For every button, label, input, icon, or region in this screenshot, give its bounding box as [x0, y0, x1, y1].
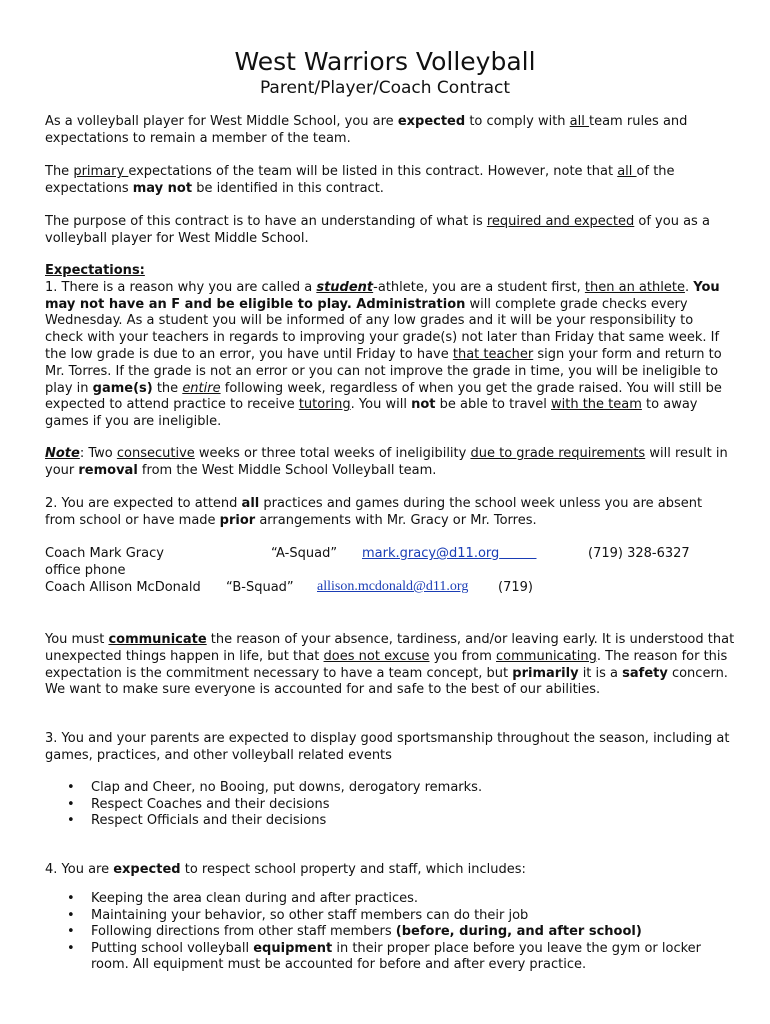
coach-gracy-phone: (719) 328-6327	[588, 546, 690, 561]
coach-gracy-email-link[interactable]: mark.gracy@d11.org	[362, 546, 500, 561]
list-item: • Keeping the area clean during and after practices.	[67, 891, 419, 906]
intro-paragraph: As a volleyball player for West Middle School, you are expected to comply with all team rules and expectations to remain a member of the team.	[45, 114, 688, 146]
office-phone-label: office phone	[45, 563, 126, 578]
property-paragraph: 4. You are expected to respect school property and staff, which includes:	[45, 862, 526, 877]
note-label: Note	[45, 446, 80, 461]
document-title: West Warriors Volleyball	[234, 47, 536, 76]
ineligibility-note: Note: Two consecutive weeks or three total weeks of ineligibility due to grade requirements will result in your removal from the West Middle School Volleyball team.	[45, 446, 728, 478]
list-item: • Respect Officials and their decisions	[67, 813, 327, 829]
sportsmanship-bullet-list	[45, 780, 735, 830]
bullet-icon: •	[67, 940, 75, 956]
coach-gracy-squad: “A-Squad”	[271, 546, 338, 561]
coach-mcdonald-name: Coach Allison McDonald	[45, 580, 201, 595]
list-item: • Clap and Cheer, no Booing, put downs, derogatory remarks.	[67, 780, 483, 795]
coach-gracy-name: Coach Mark Gracy	[45, 546, 164, 561]
bullet-icon: •	[67, 907, 75, 923]
expectations-section: Expectations: 1. There is a reason why you are called a student-athlete, you are a student first, then an athlete. You may not have an F and be eligible to play. Administration will complete grade checks every Wednesday. As a student you will be informed of any low grades and it will be your responsibility to check with your teachers in regards to improving your grade(s) not later than Friday that same week. If the low grade is due to an error, you have until Friday to have that teacher sign your form and return to Mr. Torres. If the grade is not an error or you can not improve the grade in time, you will be ineligible to play in game(s) the entire following week, regardless of when you get the grade raised. You will still be expected to attend practice to receive tutoring. You will not be able to travel with the team to away games if you are ineligible.	[45, 263, 722, 430]
bullet-icon: •	[67, 891, 75, 906]
bullet-icon: •	[67, 924, 75, 940]
coach-mcdonald-phone: (719)	[498, 580, 533, 595]
list-item: • Putting school volleyball equipment in their proper place before you leave the gym or locker room. All equipment must be accounted for before and after every practice.	[67, 940, 702, 973]
list-item: • Maintaining your behavior, so other staff members can do their job	[67, 907, 529, 923]
property-bullet-list	[45, 891, 735, 974]
sportsmanship-paragraph: 3. You and your parents are expected to display good sportsmanship throughout the season, including at games, practices, and other volleyball related events	[45, 731, 730, 763]
communication-paragraph: You must communicate the reason of your absence, tardiness, and/or leaving early. It is understood that unexpected things happen in life, but that does not excuse you from communicating. The reason for this expectation is the commitment necessary to have a team concept, but primarily it is a safety concern. We want to make sure everyone is accounted for and safe to the best of our abilities.	[45, 632, 735, 698]
bullet-icon: •	[67, 813, 75, 829]
list-item: • Following directions from other staff members (before, during, and after school)	[67, 924, 642, 940]
bullet-icon: •	[67, 796, 75, 812]
purpose-paragraph: The purpose of this contract is to have an understanding of what is required and expected of you as a volleyball player for West Middle School.	[45, 214, 710, 246]
document-subtitle: Parent/Player/Coach Contract	[259, 78, 511, 98]
expectations-heading: Expectations:	[45, 263, 145, 278]
bullet-icon: •	[67, 780, 75, 795]
coach-mcdonald-squad: “B-Squad”	[226, 580, 294, 595]
list-item: • Respect Coaches and their decisions	[67, 796, 330, 812]
primary-expectations-paragraph: The primary expectations of the team will be listed in this contract. However, note that all of the expectations may not be identified in this contract.	[45, 164, 675, 196]
attendance-paragraph: 2. You are expected to attend all practices and games during the school week unless you are absent from school or have made prior arrangements with Mr. Gracy or Mr. Torres.	[45, 496, 703, 528]
coach-mcdonald-email-link[interactable]: allison.mcdonald@d11.org	[317, 579, 469, 594]
